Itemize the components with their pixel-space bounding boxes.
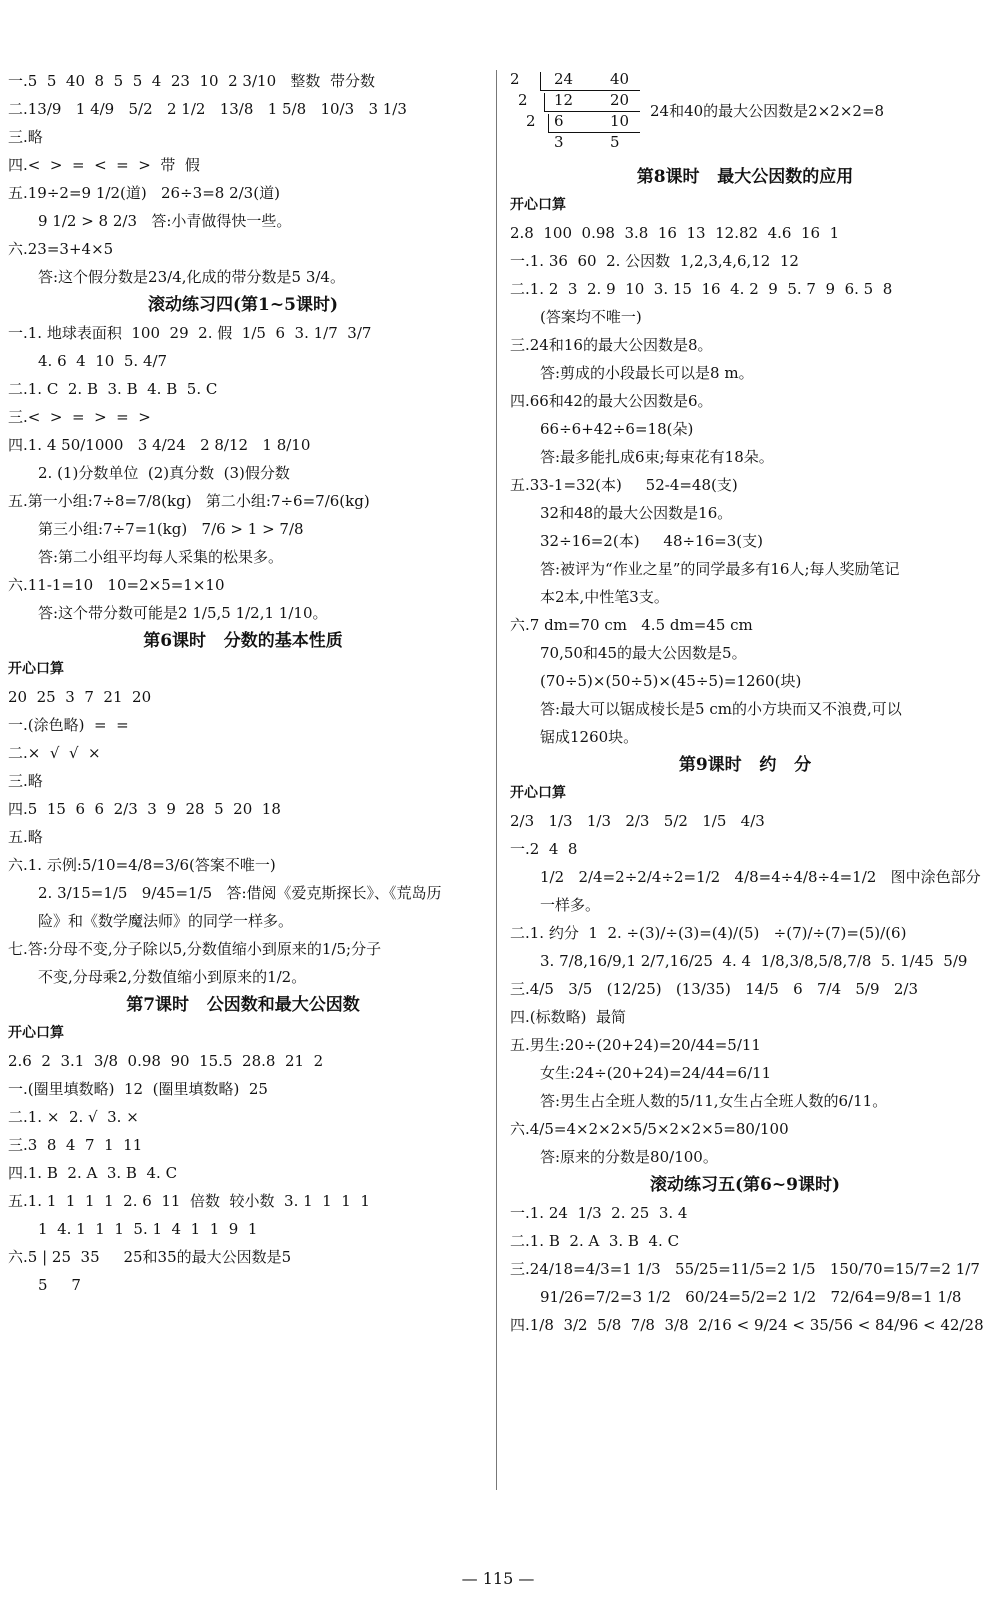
section-heading: 第8课时 最大公因数的应用 [636,167,854,187]
answer-line: 六.11-1=10 10=2×5=1×10 [8,576,225,594]
answer-line: 二.1. 约分 1 2. ÷(3)/÷(3)=(4)/(5) ÷(7)/÷(7)=(5)/(6) [510,924,907,942]
division-value-a: 3 [554,133,564,151]
division-value-b: 5 [610,133,620,151]
subsection-label: 开心口算 [510,785,566,801]
answer-line: 二.13/9 1 4/9 5/2 2 1/2 13/8 1 5/8 10/3 3 1/3 [8,100,407,118]
answer-line: 32÷16=2(本) 48÷16=3(支) [540,532,763,550]
section-heading: 第9课时 约 分 [678,755,812,775]
answer-line: 五.男生:20÷(20+24)=20/44=5/11 [510,1036,761,1054]
answer-line: 锯成1260块。 [540,728,639,746]
answer-line: 2/3 1/3 1/3 2/3 5/2 1/5 4/3 [510,812,765,830]
answer-line: 四.1/8 3/2 5/8 7/8 3/8 2/16 < 9/24 < 35/56 < 84/96 < 42/28 [510,1316,984,1334]
page-number: — 115 — [461,1569,535,1588]
answer-line: 答:男生占全班人数的5/11,女生占全班人数的6/11。 [540,1092,888,1110]
division-value-b: 10 [610,112,630,130]
answer-line: 2.6 2 3.1 3/8 0.98 90 15.5 28.8 21 2 [8,1052,324,1070]
answer-line: 一.1. 36 60 2. 公因数 1,2,3,4,6,12 12 [510,252,799,270]
answer-line: 五.1. 1 1 1 1 2. 6 11 倍数 较小数 3. 1 1 1 1 [8,1192,370,1210]
answer-line: 二.1. 2 3 2. 9 10 3. 15 16 4. 2 9 5. 7 9 6. 5 8 [510,280,893,298]
answer-line: 4. 6 4 10 5. 4/7 [38,352,168,370]
answer-line: 三.< > = > = > [8,408,151,426]
right-column-lines [510,166,984,1336]
answer-line: 四.5 15 6 6 2/3 3 9 28 5 20 18 [8,800,281,818]
answer-line: 一.2 4 8 [510,840,578,858]
section-heading: 滚动练习四(第1~5课时) [148,295,338,315]
answer-line: 六.5 | 25 35 25和35的最大公因数是5 [8,1248,292,1266]
section-heading: 第7课时 公因数和最大公因数 [126,995,360,1015]
answer-line: 1 4. 1 1 1 5. 1 4 1 1 9 1 [38,1220,258,1238]
answer-line: 答:剪成的小段最长可以是8 m。 [540,364,754,382]
answer-line: 20 25 3 7 21 20 [8,688,152,706]
answer-line: 六.4/5=4×2×2×5/5×2×2×5=80/100 [510,1120,789,1138]
answer-line: 五.33-1=32(本) 52-4=48(支) [510,476,738,494]
answer-line: 答:最大可以锯成棱长是5 cm的小方块而又不浪费,可以 [540,700,902,718]
answer-line: 3. 7/8,16/9,1 2/7,16/25 4. 4 1/8,3/8,5/8,7/8 5. 1/45 5/9 [540,952,968,970]
answer-line: 2. 3/15=1/5 9/45=1/5 答:借阅《爱克斯探长》、《荒岛历 [38,884,442,902]
answer-line: 答:这个假分数是23/4,化成的带分数是5 3/4。 [38,268,345,286]
answer-line: 答:原来的分数是80/100。 [540,1148,718,1166]
answer-line: 六.1. 示例:5/10=4/8=3/6(答案不唯一) [8,856,276,874]
answer-line: 五.第一小组:7÷8=7/8(kg) 第二小组:7÷6=7/6(kg) [8,492,370,510]
answer-line: 七.答:分母不变,分子除以5,分数值缩小到原来的1/5;分子 [8,940,382,958]
answer-line: 三.3 8 4 7 1 11 [8,1136,143,1154]
division-bracket [548,114,549,132]
answer-line: 本2本,中性笔3支。 [540,588,669,606]
answer-line: 五.19÷2=9 1/2(道) 26÷3=8 2/3(道) [8,184,280,202]
division-note: 24和40的最大公因数是2×2×2=8 [650,102,885,120]
subsection-label: 开心口算 [8,661,64,677]
answer-line: 66÷6+42÷6=18(朵) [540,420,694,438]
answer-line: 四.66和42的最大公因数是6。 [510,392,713,410]
answer-line: 不变,分母乘2,分数值缩小到原来的1/2。 [38,968,307,986]
short-division-block [510,70,980,160]
division-value-a: 24 [554,70,574,88]
answer-line: 9 1/2 > 8 2/3 答:小青做得快一些。 [38,212,292,230]
answer-line: 一样多。 [540,896,601,914]
left-column [8,70,478,1302]
answer-line: 一.1. 24 1/3 2. 25 3. 4 [510,1204,688,1222]
answer-line: 四.(标数略) 最简 [510,1008,627,1026]
answer-line: 第三小组:7÷7=1(kg) 7/6 > 1 > 7/8 [38,520,304,538]
answer-line: 5 7 [38,1276,81,1294]
answer-line: 答:被评为“作业之星”的同学最多有16人;每人奖励笔记 [540,560,900,578]
subsection-label: 开心口算 [8,1025,64,1041]
answer-line: (答案均不唯一) [540,308,642,326]
division-divisor: 2 [518,91,528,109]
answer-line: 一.(圈里填数略) 12 (圈里填数略) 25 [8,1080,268,1098]
division-value-b: 20 [610,91,630,109]
answer-line: 三.略 [8,128,43,146]
answer-line: 四.< > = < = > 带 假 [8,156,200,174]
division-value-a: 12 [554,91,574,109]
answer-line: 四.1. B 2. A 3. B 4. C [8,1164,178,1182]
answer-line: 答:第二小组平均每人采集的松果多。 [38,548,284,566]
column-divider [496,70,497,1490]
section-heading: 滚动练习五(第6~9课时) [650,1175,840,1195]
answer-line: 险》和《数学魔法师》的同学一样多。 [38,912,294,930]
answer-line: 六.23=3+4×5 [8,240,114,258]
division-value-b: 40 [610,70,630,88]
answer-line: 二.× √ √ × [8,744,101,762]
answer-line: 一.(涂色略) = = [8,716,129,734]
answer-line: 一.1. 地球表面积 100 29 2. 假 1/5 6 3. 1/7 3/7 [8,324,372,342]
division-divisor: 2 [526,112,536,130]
answer-line: 二.1. C 2. B 3. B 4. B 5. C [8,380,218,398]
answer-line: 三.24/18=4/3=1 1/3 55/25=11/5=2 1/5 150/70=15/7=2 1/7 [510,1260,980,1278]
division-divisor: 2 [510,70,520,88]
answer-line: 1/2 2/4=2÷2/4÷2=1/2 4/8=4÷4/8÷4=1/2 图中涂色部分 [540,868,981,886]
right-column [510,70,984,1342]
section-heading: 第6课时 分数的基本性质 [143,631,343,651]
answer-line: 2.8 100 0.98 3.8 16 13 12.82 4.6 16 1 [510,224,840,242]
answer-line: 女生:24÷(20+24)=24/44=6/11 [540,1064,772,1082]
division-value-a: 6 [554,112,564,130]
answer-line: 四.1. 4 50/1000 3 4/24 2 8/12 1 8/10 [8,436,311,454]
division-bracket [540,72,541,90]
answer-line: 二.1. × 2. √ 3. × [8,1108,139,1126]
answer-line: 五.略 [8,828,43,846]
answer-line: 2. (1)分数单位 (2)真分数 (3)假分数 [38,464,290,482]
answer-line: 答:最多能扎成6束;每束花有18朵。 [540,448,774,466]
answer-line: 二.1. B 2. A 3. B 4. C [510,1232,680,1250]
answer-line: 三.24和16的最大公因数是8。 [510,336,713,354]
answer-line: (70÷5)×(50÷5)×(45÷5)=1260(块) [540,672,802,690]
answer-line: 三.4/5 3/5 (12/25) (13/35) 14/5 6 7/4 5/9 2/3 [510,980,918,998]
answer-line: 91/26=7/2=3 1/2 60/24=5/2=2 1/2 72/64=9/8=1 1/8 [540,1288,962,1306]
answer-line: 三.略 [8,772,43,790]
answer-line: 六.7 dm=70 cm 4.5 dm=45 cm [510,616,753,634]
subsection-label: 开心口算 [510,197,566,213]
answer-line: 32和48的最大公因数是16。 [540,504,733,522]
answer-line: 一.5 5 40 8 5 5 4 23 10 2 3/10 整数 带分数 [8,72,375,90]
answer-line: 70,50和45的最大公因数是5。 [540,644,747,662]
division-bracket [544,93,545,111]
answer-line: 答:这个带分数可能是2 1/5,5 1/2,1 1/10。 [38,604,328,622]
